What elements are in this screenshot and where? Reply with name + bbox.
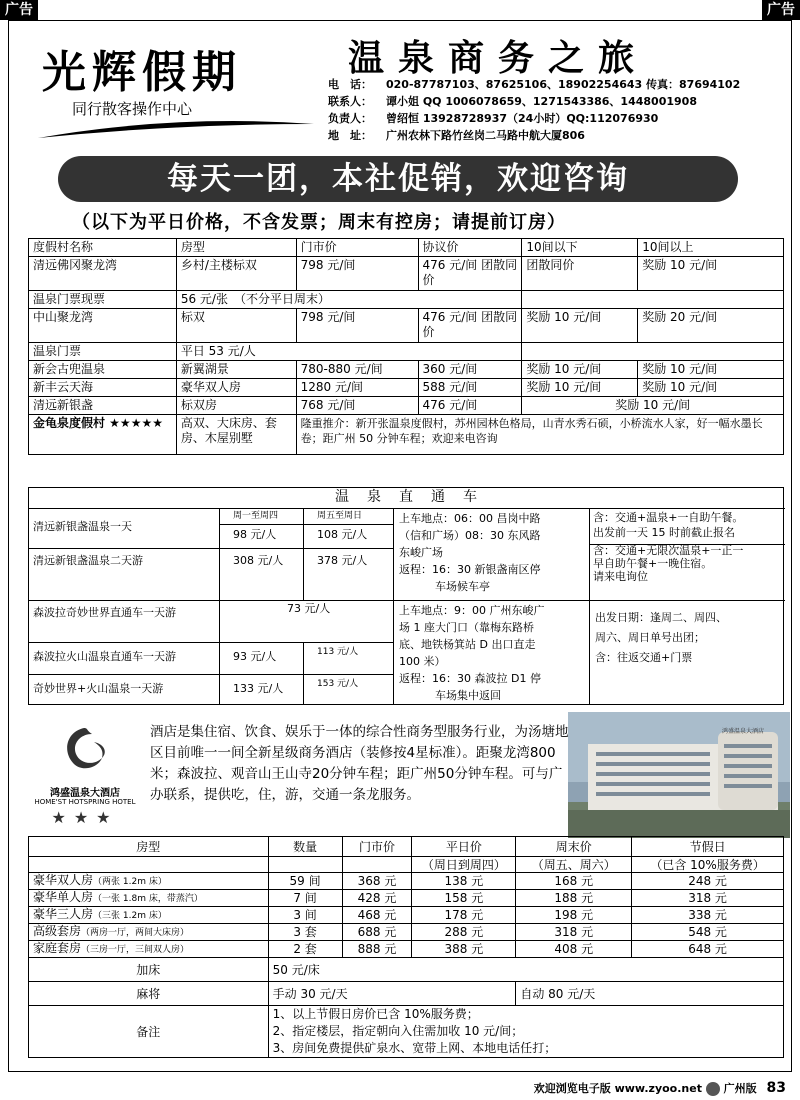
table-row: 备注 1、以上节假日房价已含 10%服务费； 2、指定楼层，指定朝向入住需加收 10 元/间； 3、房间免费提供矿泉水、宽带上网、本地电话任打；: [29, 1006, 784, 1058]
globe-icon: [706, 1082, 720, 1096]
resort-price-table: [28, 238, 784, 455]
route-price: 73 元/人: [287, 602, 331, 615]
table-row: 中山聚龙湾 标双 798 元/间 476 元/间 团散同价 奖励 10 元/间 奖励 20 元/间: [29, 309, 784, 343]
contact-line: 负责人： 曾绍恒 13928728937（24小时）QQ:112076930: [328, 112, 659, 125]
col-weekday: 周一至周四: [233, 511, 279, 521]
table-row: 金龟泉度假村 ★★★★★ 高双、大床房、套房、木屋别墅 隆重推介：新开张温泉度假村，苏州园林色格局，山青水秀石硕，小桥流水人家，好一幅水墨长卷；距广州 50 分钟车程；欢迎来电咨询: [29, 415, 784, 455]
brand-subtitle: 同行散客操作中心: [72, 100, 193, 118]
header-cell: 度假村名称: [29, 239, 177, 257]
transit-title: 温 泉 直 通 车: [335, 489, 479, 505]
route-price: 133 元/人: [233, 682, 284, 695]
hotel-photo-sign: 鸿盛温泉大酒店: [722, 728, 765, 735]
contact-line: 地 址： 广州农林下路竹丝岗二马路中航大厦806: [328, 129, 585, 142]
route-price: 113 元/人: [317, 647, 359, 657]
table-row: 清远佛冈聚龙湾 乡村/主楼标双 798 元/间 476 元/间 团散同价 团散同价 奖励 10 元/间: [29, 257, 784, 291]
route-price: 308 元/人: [233, 554, 284, 567]
ad-label-left: 广告: [0, 0, 38, 20]
table-row: 豪华双人房（两张 1.2m 床） 59 间 368 元 138 元 168 元 248 元: [29, 873, 784, 890]
table-row: 麻将 手动 30 元/天 自动 80 元/天: [29, 982, 784, 1006]
route-price: 153 元/人: [317, 679, 359, 689]
route-info: 含：交通+无限次温泉+一正一 早自助午餐+一晚住宿。 请来电询位: [593, 544, 744, 583]
table-header: 房型 数量 门市价 平日价 周末价 节假日: [29, 837, 784, 857]
dragon-icon: [54, 722, 114, 782]
hotel-stars: ★★★: [51, 808, 119, 827]
route-name: 清远新银盏温泉二天游: [33, 554, 143, 567]
table-row: 家庭套房（三房一厅，三间双人房） 2 套 888 元 388 元 408 元 648 元: [29, 941, 784, 958]
transit-section: [28, 487, 784, 705]
table-row: 豪华单人房（一张 1.8m 床，带蒸汽） 7 间 428 元 158 元 188 元 318 元: [29, 890, 784, 907]
route-name: 森波拉奇妙世界直通车一天游: [33, 606, 176, 619]
table-row: 新会古兜温泉 新翼湖景 780-880 元/间 360 元/间 奖励 10 元/间 奖励 10 元/间: [29, 361, 784, 379]
page-title: 温泉商务之旅: [348, 37, 649, 79]
table-subheader: （周日到周四） （周五、周六） （已含 10%服务费）: [29, 857, 784, 873]
table-row: 清远新银盏 标双房 768 元/间 476 元/间 奖励 10 元/间: [29, 397, 784, 415]
table-row: 高级套房（两房一厅，两间大床房） 3 套 688 元 288 元 318 元 548 元: [29, 924, 784, 941]
header-cell: 10间以上: [638, 239, 784, 257]
route-price: 108 元/人: [317, 528, 368, 541]
contact-line: 电 话： 020-87787103、87625106、18902254643 传真：87694102: [328, 78, 741, 91]
route-price: 378 元/人: [317, 554, 368, 567]
table-row: 新丰云天海 豪华双人房 1280 元/间 588 元/间 奖励 10 元/间 奖励 10 元/间: [29, 379, 784, 397]
hotel-photo: [568, 712, 790, 838]
route-info: 出发日期：逢周二、周四、 周六、周日单号出团； 含：往返交通+门票: [595, 611, 727, 664]
route-info: 含：交通+温泉+一自助午餐。 出发前一天 15 时前截止报名: [593, 511, 744, 539]
col-weekend: 周五至周日: [317, 511, 363, 521]
table-row: 加床 50 元/床: [29, 958, 784, 982]
table-header: [29, 239, 784, 257]
hotel-logo-name: 鸿盛温泉大酒店: [50, 788, 120, 799]
table-row: 温泉门票 平日 53 元/人: [29, 343, 784, 361]
pickup-info: 上车地点：06：00 昌岗中路 （信和广场）08：30 东风路 东峻广场 返程：16：30 新银盏南区停 车场候车亭: [399, 512, 541, 593]
hotel-logo: [30, 722, 140, 830]
hotel-logo-en: HOME'ST HOTSPRING HOTEL: [34, 798, 136, 806]
page-number: 83: [766, 1080, 786, 1096]
header-cell: 10间以下: [522, 239, 638, 257]
brand-logo: 光辉假期: [42, 47, 242, 98]
route-name: 森波拉火山温泉直通车一天游: [33, 650, 176, 663]
header-cell: 协议价: [418, 239, 522, 257]
price-note: （以下为平日价格，不含发票；周末有控房；请提前订房）: [72, 212, 566, 233]
promo-banner: 每天一团，本社促销，欢迎咨询: [58, 156, 738, 202]
route-name: 奇妙世界+火山温泉一天游: [33, 682, 164, 695]
pickup-info: 上车地点：9：00 广州东峻广 场 1 座大门口（靠梅东路桥 底、地铁杨箕站 D 出口直走 100 米） 返程：16：30 森波拉 D1 停 车场集中返回: [399, 604, 545, 702]
route-price: 98 元/人: [233, 528, 277, 541]
hotel-description: 酒店是集住宿、饮食、娱乐于一体的综合性商务型服务行业，为汤塘地区目前唯一一间全新星级商务酒店（装修按4星标准）。距聚龙湾800米；森波拉、观音山王山寺20分钟车程；距广州50分钟车程。可与广办联系，提供吃，住，游，交通一条龙服务。: [150, 724, 569, 803]
contact-block: [328, 76, 740, 144]
ad-label-right: 广告: [762, 0, 800, 20]
header-cell: 房型: [176, 239, 296, 257]
route-price: 93 元/人: [233, 650, 277, 663]
header-cell: 门市价: [296, 239, 418, 257]
contact-line: 联系人： 谭小姐 QQ 1006078659、1271543386、1448001908: [328, 95, 697, 108]
table-row: 温泉门票现票 56 元/张 （不分平日周末）: [29, 291, 784, 309]
room-rate-table: [28, 836, 784, 1058]
table-row: 豪华三人房（三张 1.2m 床） 3 间 468 元 178 元 198 元 338 元: [29, 907, 784, 924]
swoosh-decoration: [36, 118, 316, 140]
route-name: 清远新银盏温泉一天: [33, 520, 132, 533]
footer: 欢迎浏览电子版 www.zyoo.net 广州版 83: [533, 1080, 786, 1096]
